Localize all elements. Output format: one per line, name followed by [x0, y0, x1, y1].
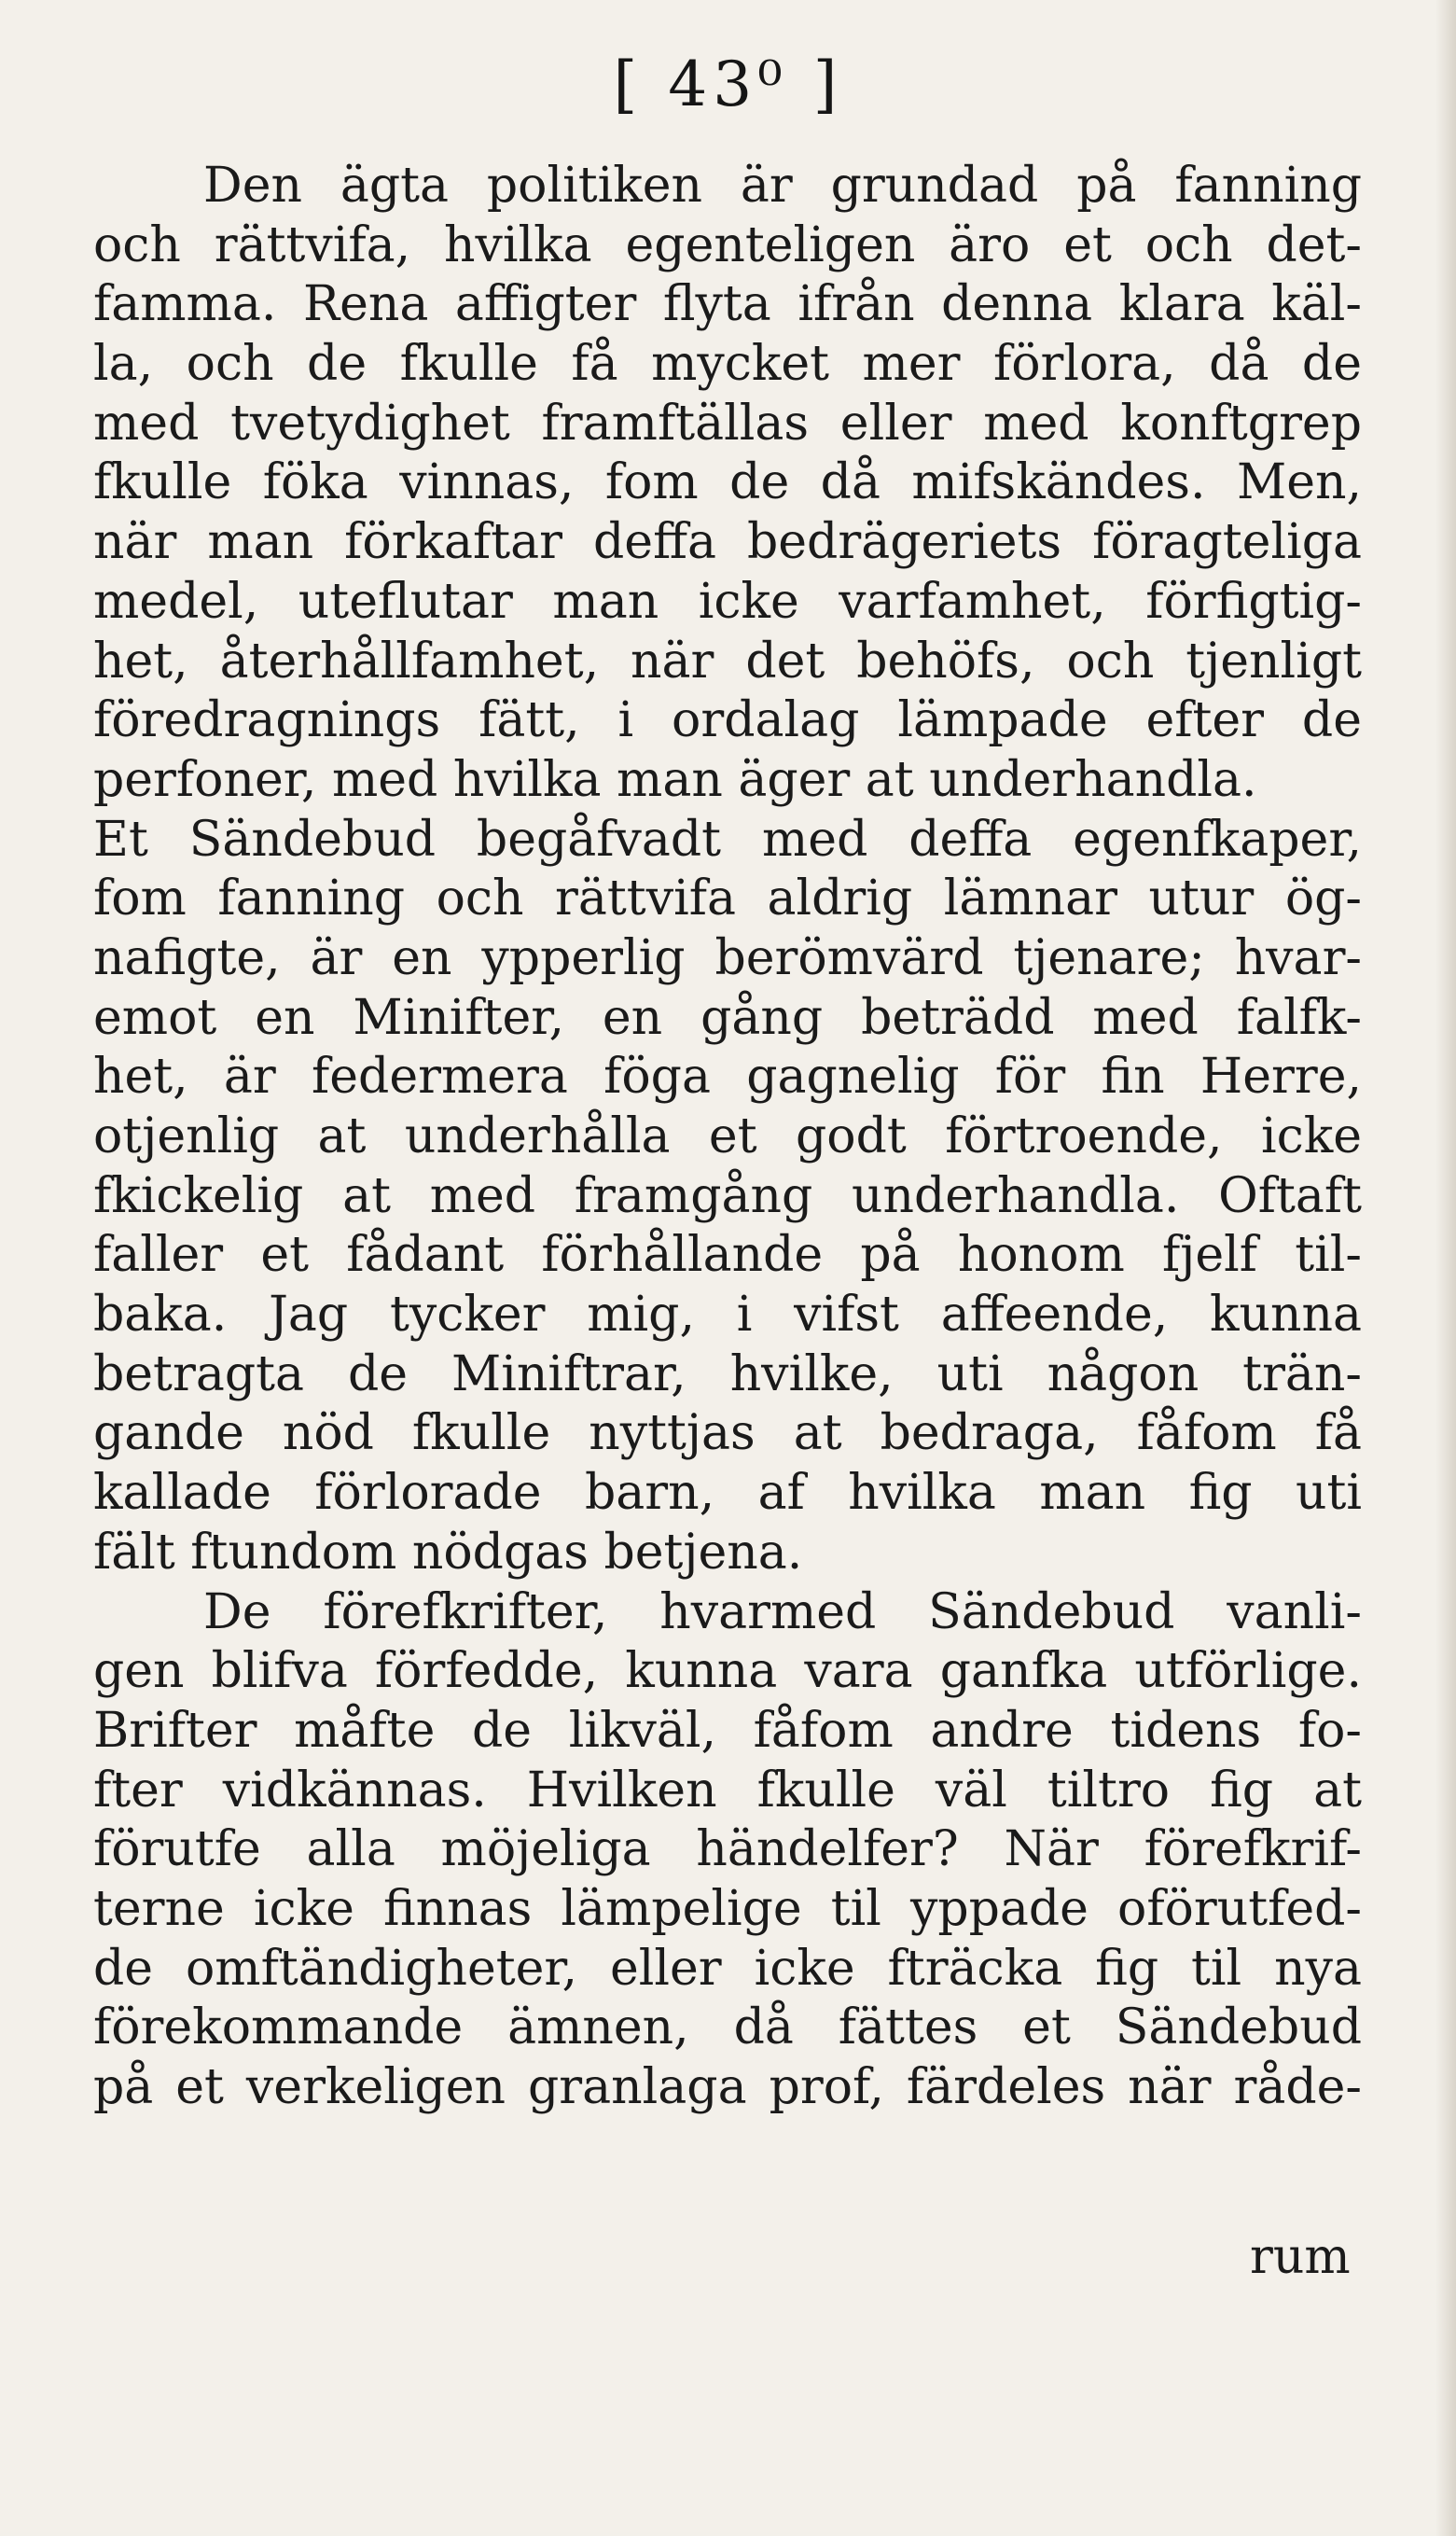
text-line: Brifter måfte de likväl, fåfom andre tidens fo-	[93, 1702, 1362, 1759]
text-line: fter vidkännas. Hvilken fkulle väl tiltro fig at	[93, 1762, 1362, 1818]
text-line: De förefkrifter, hvarmed Sändebud vanli-	[203, 1583, 1362, 1640]
text-line: la, och de fkulle få mycket mer förlora, då de	[93, 336, 1362, 393]
text-line: fkulle föka vinnas, fom de då mifskändes. Men,	[93, 454, 1362, 511]
text-line: famma. Rena affigter flyta ifrån denna klara käl-	[93, 276, 1362, 333]
page-header: [ 43⁰ ]	[613, 49, 843, 120]
text-line: förekommande ämnen, då fättes et Sändebud	[93, 2000, 1362, 2056]
text-line: terne icke finnas lämpelige til yppade oförutfed-	[93, 1880, 1362, 1937]
text-line: medel, uteflutar man icke varfamhet, förfigtig-	[93, 573, 1362, 630]
text-line: het, återhållfamhet, när det behöfs, och tjenligt	[93, 633, 1362, 690]
text-line: förutfe alla möjeliga händelfer? När förefkrif-	[93, 1821, 1362, 1878]
page-edge	[1435, 0, 1456, 2536]
body-text	[93, 157, 1362, 2118]
text-line: kallade förlorade barn, af hvilka man fig uti	[93, 1465, 1362, 1522]
text-line: otjenlig at underhålla et godt förtroende, icke	[93, 1108, 1362, 1164]
text-line: föredragnings fätt, i ordalag lämpade efter de	[93, 692, 1362, 749]
text-line: fkickelig at med framgång underhandla. Oftaft	[93, 1167, 1362, 1224]
text-line: betragta de Miniftrar, hvilke, uti någon trän-	[93, 1345, 1362, 1402]
text-line: nafigte, är en ypperlig berömvärd tjenare; hvar-	[93, 929, 1362, 986]
text-line: när man förkaftar deffa bedrägeriets föragteliga	[93, 514, 1362, 571]
text-line: fält ftundom nödgas betjena.	[93, 1524, 803, 1581]
text-line: gande nöd fkulle nyttjas at bedraga, fåfom få	[93, 1405, 1362, 1462]
text-line: de omftändigheter, eller icke fträcka fig til nya	[93, 1940, 1362, 1997]
text-line: med tvetydighet framftällas eller med konftgrep	[93, 395, 1362, 452]
text-line: faller et fådant förhållande på honom fjelf til-	[93, 1227, 1362, 1284]
text-line: fom fanning och rättvifa aldrig lämnar utur ög-	[93, 871, 1362, 927]
text-line: gen blifva förfedde, kunna vara ganfka utförlige.	[93, 1643, 1362, 1700]
text-line: het, är federmera föga gagnelig för fin Herre,	[93, 1049, 1362, 1106]
text-line: emot en Minifter, en gång beträdd med falfk-	[93, 989, 1362, 1046]
text-line: perfoner, med hvilka man äger at underhandla.	[93, 751, 1257, 808]
text-line: Et Sändebud begåfvadt med deffa egenfkaper,	[93, 811, 1362, 868]
text-line: på et verkeligen granlaga prof, färdeles när råde-	[93, 2059, 1362, 2115]
text-line: Den ägta politiken är grundad på fanning	[203, 158, 1362, 214]
catchword: rum	[1250, 2229, 1351, 2285]
text-line: och rättvifa, hvilka egenteligen äro et och det-	[93, 216, 1362, 273]
text-line: baka. Jag tycker mig, i vifst affeende, kunna	[93, 1287, 1362, 1344]
